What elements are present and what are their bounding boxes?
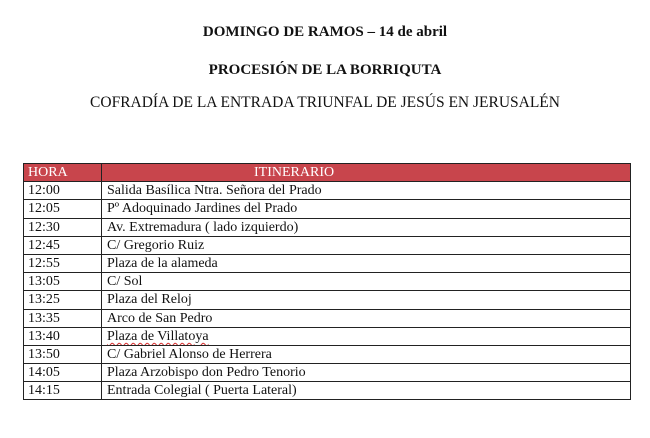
- place-cell: Plaza de la alameda: [102, 254, 631, 272]
- place-cell: C/ Sol: [102, 273, 631, 291]
- column-header-itinerary: ITINERARIO: [102, 164, 631, 182]
- place-cell: Arco de San Pedro: [102, 309, 631, 327]
- time-cell: 12:05: [24, 200, 102, 218]
- spellcheck-underline-text: Plaza de Villatoya: [107, 328, 209, 344]
- table-row: [24, 236, 631, 254]
- table-row: [24, 200, 631, 218]
- table-body: [24, 182, 631, 400]
- itinerary-table: [23, 163, 631, 400]
- table-row: [24, 327, 631, 345]
- place-cell: [102, 327, 631, 345]
- procession-title: PROCESIÓN DE LA BORRIQUTA: [208, 62, 442, 78]
- table-row: [24, 273, 631, 291]
- header-row: [24, 164, 631, 182]
- place-cell: Av. Extremadura ( lado izquierdo): [102, 218, 631, 236]
- table-row: [24, 382, 631, 400]
- place-cell: C/ Gabriel Alonso de Herrera: [102, 345, 631, 363]
- table-row: [24, 345, 631, 363]
- time-cell: 13:40: [24, 327, 102, 345]
- place-cell: Salida Basílica Ntra. Señora del Prado: [102, 182, 631, 200]
- place-cell: Plaza del Reloj: [102, 291, 631, 309]
- time-cell: 13:05: [24, 273, 102, 291]
- table-row: [24, 291, 631, 309]
- table-row: [24, 364, 631, 382]
- time-cell: 12:00: [24, 182, 102, 200]
- time-cell: 13:50: [24, 345, 102, 363]
- table-row: [24, 218, 631, 236]
- table-row: [24, 182, 631, 200]
- time-cell: 12:30: [24, 218, 102, 236]
- place-cell: C/ Gregorio Ruiz: [102, 236, 631, 254]
- place-cell: Entrada Colegial ( Puerta Lateral): [102, 382, 631, 400]
- day-heading: DOMINGO DE RAMOS – 14 de abril: [202, 24, 448, 40]
- table-header: [24, 164, 631, 182]
- brotherhood-title: COFRADÍA DE LA ENTRADA TRIUNFAL DE JESÚS EN JERUSALÉN: [90, 94, 560, 111]
- time-cell: 14:05: [24, 364, 102, 382]
- time-cell: 13:35: [24, 309, 102, 327]
- time-cell: 13:25: [24, 291, 102, 309]
- place-cell: Pº Adoquinado Jardines del Prado: [102, 200, 631, 218]
- time-cell: 12:55: [24, 254, 102, 272]
- table-row: [24, 309, 631, 327]
- table-row: [24, 254, 631, 272]
- place-cell: Plaza Arzobispo don Pedro Tenorio: [102, 364, 631, 382]
- column-header-time: HORA: [24, 164, 102, 182]
- time-cell: 14:15: [24, 382, 102, 400]
- time-cell: 12:45: [24, 236, 102, 254]
